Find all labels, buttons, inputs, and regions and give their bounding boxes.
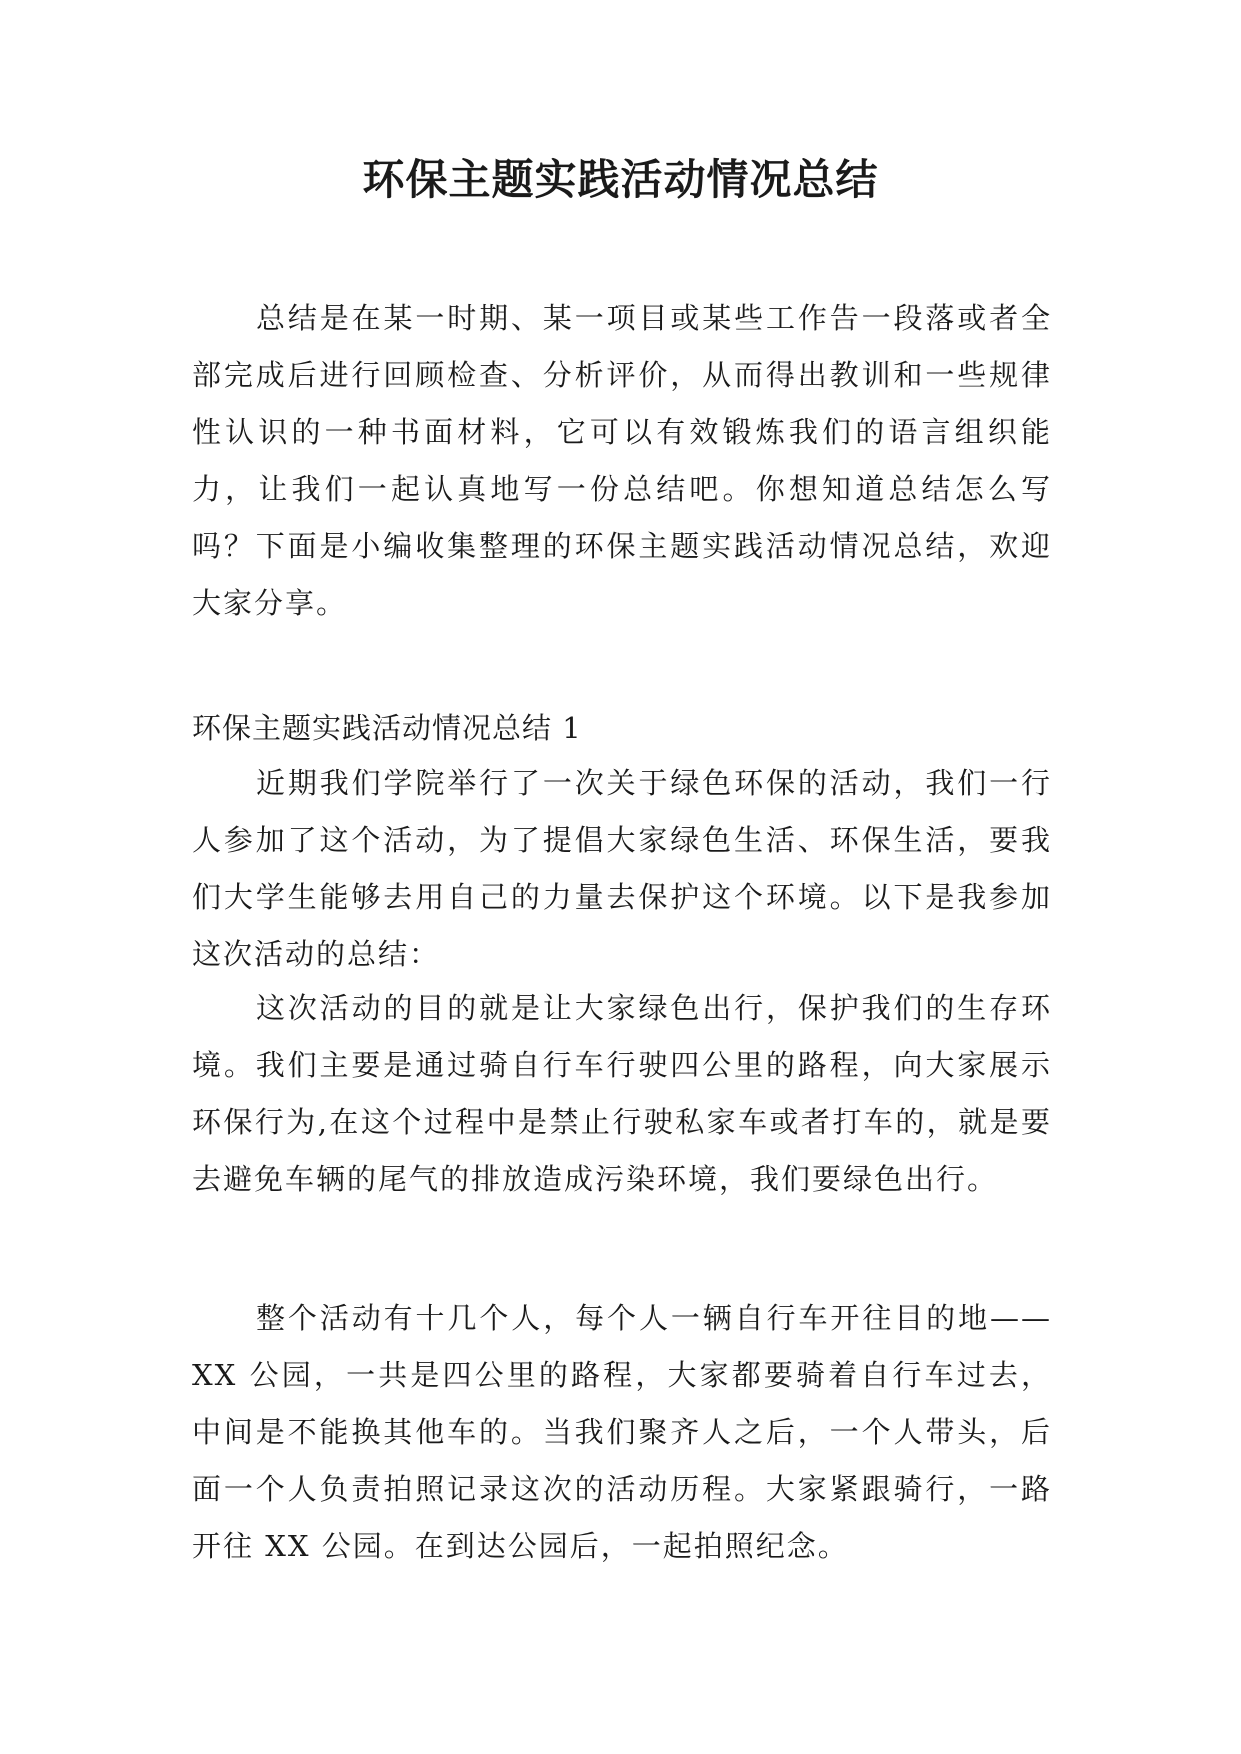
body-paragraph-2: 这次活动的目的就是让大家绿色出行，保护我们的生存环境。我们主要是通过骑自行车行驶四公里的路程，向大家展示环保行为,在这个过程中是禁止行驶私家车或者打车的，就是要去避免车辆的尾气的排放造成污染环境，我们要绿色出行。 xyxy=(192,991,1052,1196)
document-title: 环保主题实践活动情况总结 xyxy=(362,155,879,204)
body-paragraph-3: 整个活动有十几个人，每个人一辆自行车开往目的地——XX 公园，一共是四公里的路程，大家都要骑着自行车过去，中间是不能换其他车的。当我们聚齐人之后，一个人带头，后面一个人负责拍照记录这次的活动历程。大家紧跟骑行，一路开往 XX 公园。在到达公园后，一起拍照纪念。 xyxy=(192,1301,1052,1563)
section-heading: 环保主题实践活动情况总结 1 xyxy=(192,711,582,745)
intro-paragraph: 总结是在某一时期、某一项目或某些工作告一段落或者全部完成后进行回顾检查、分析评价，从而得出教训和一些规律性认识的一种书面材料，它可以有效锻炼我们的语言组织能力，让我们一起认真地写一份总结吧。你想知道总结怎么写吗？下面是小编收集整理的环保主题实践活动情况总结，欢迎大家分享。 xyxy=(192,301,1052,620)
body-paragraph-1: 近期我们学院举行了一次关于绿色环保的活动，我们一行人参加了这个活动，为了提倡大家绿色生活、环保生活，要我们大学生能够去用自己的力量去保护这个环境。以下是我参加这次活动的总结： xyxy=(192,766,1052,971)
